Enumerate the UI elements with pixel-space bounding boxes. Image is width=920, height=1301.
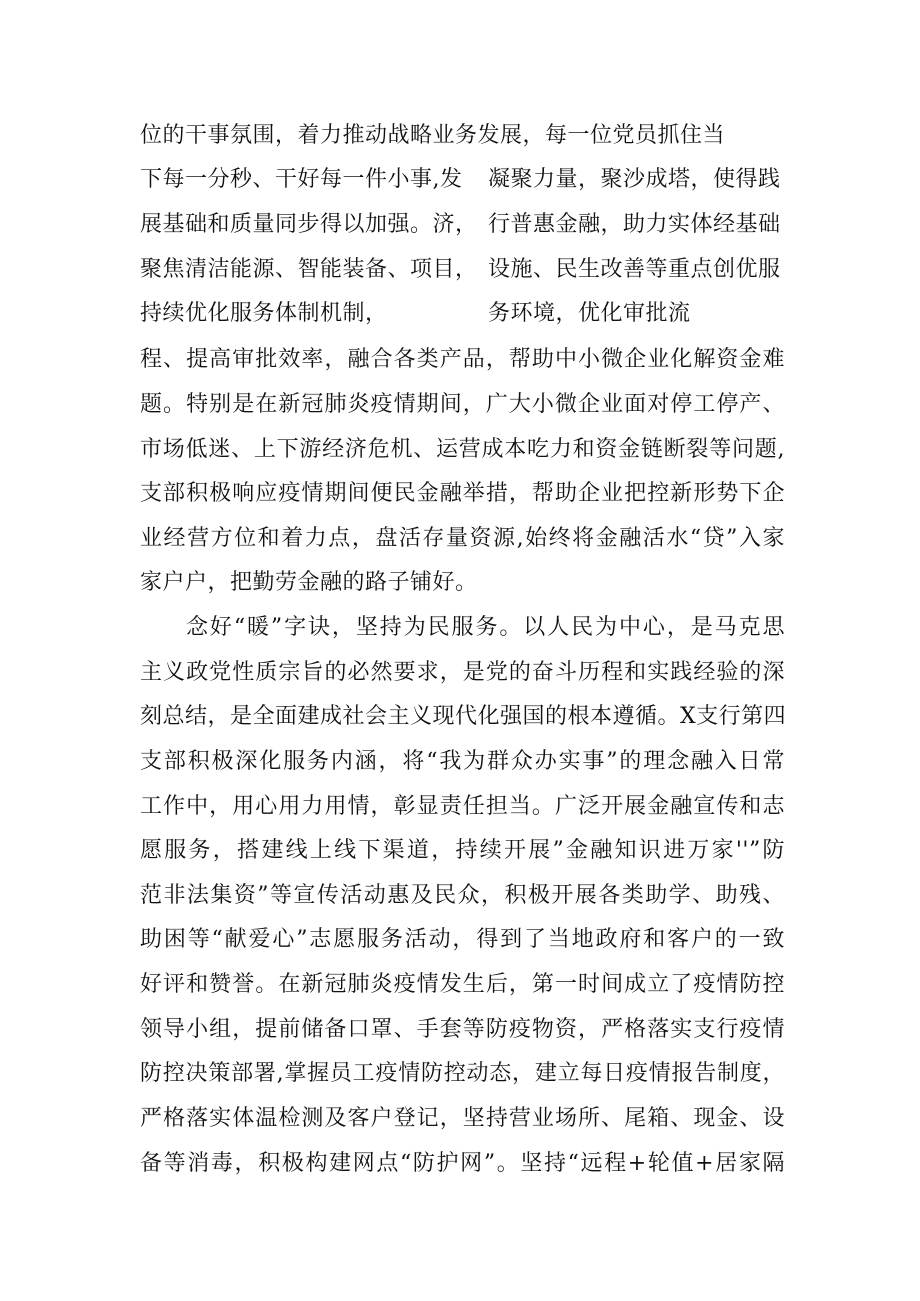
right-column-line: 设施、民生改善等重点创优服 (488, 257, 781, 282)
paragraph-2-line: 严格落实体温检测及客户登记，坚持营业场所、尾箱、现金、设 (140, 1106, 785, 1131)
paragraph-1-line: 程、提高审批效率，融合各类产品，帮助中小微企业化解资金难 (140, 347, 785, 372)
paragraph-2-line: 领导小组，提前储备口罩、手套等防疫物资，严格落实支行疫情 (140, 1017, 785, 1042)
paragraph-1-line: 市场低迷、上下游经济危机、运营成本吃力和资金链断裂等问题, (140, 437, 785, 462)
paragraph-1-line: 支部积极响应疫情期间便民金融举措，帮助企业把控新形势下企 (140, 481, 785, 506)
right-column-line: 行普惠金融，助力实体经基础 (488, 212, 781, 237)
paragraph-2-line: 助困等“献爱心”志愿服务活动，得到了当地政府和客户的一致 (140, 927, 785, 952)
paragraph-1-line: 家户户，把勤劳金融的路子铺好。 (140, 570, 478, 595)
left-column-line: 持续优化服务体制机制， (140, 301, 388, 326)
paragraph-2-line: 防控决策部署,掌握员工疫情防控动态，建立每日疫情报告制度， (140, 1061, 785, 1086)
paragraph-2-line: 工作中，用心用力用情，彰显责任担当。广泛开展金融宣传和志 (140, 794, 785, 819)
right-column-line: 凝聚力量，聚沙成塔，使得践 (488, 167, 781, 192)
paragraph-2-line: 范非法集资”等宣传活动惠及民众，积极开展各类助学、助残、 (140, 883, 785, 908)
paragraph-2-line: 主义政党性质宗旨的必然要求，是党的奋斗历程和实践经验的深 (140, 660, 785, 685)
paragraph-2-line: 备等消毒，积极构建网点“防护网”。坚持“远程+轮值+居家隔 (140, 1151, 785, 1176)
paragraph-2-line: 好评和赞誉。在新冠肺炎疫情发生后，第一时间成立了疫情防控 (140, 972, 785, 997)
paragraph-2-line: 愿服务，搭建线上线下渠道，持续开展”金融知识进万家''”防 (140, 838, 785, 863)
right-column-line: 务环境，优化审批流 (488, 301, 691, 326)
left-column-line: 展基础和质量同步得以加强。济， (140, 212, 478, 237)
text-line: 位的干事氛围，着力推动战略业务发展，每一位党员抓住当 (140, 123, 726, 148)
paragraph-2-line: 刻总结，是全面建成社会主义现代化强国的根本遵循。X支行第四 (140, 704, 787, 729)
left-column-line: 聚焦清洁能源、智能装备、项目， (140, 257, 478, 282)
paragraph-1-line: 题。特别是在新冠肺炎疫情期间，广大小微企业面对停工停产、 (140, 392, 785, 417)
left-column-line: 下每一分秒、干好每一件小事,发 (140, 167, 463, 192)
paragraph-2-line: 支部积极深化服务内涵，将“我为群众办实事”的理念融入日常 (140, 749, 785, 774)
paragraph-1-line: 业经营方位和着力点，盘活存量资源,始终将金融活水“贷”入家 (140, 526, 785, 551)
paragraph-2-line: 念好“暖”字诀，坚持为民服务。以人民为中心，是马克思 (186, 615, 785, 640)
